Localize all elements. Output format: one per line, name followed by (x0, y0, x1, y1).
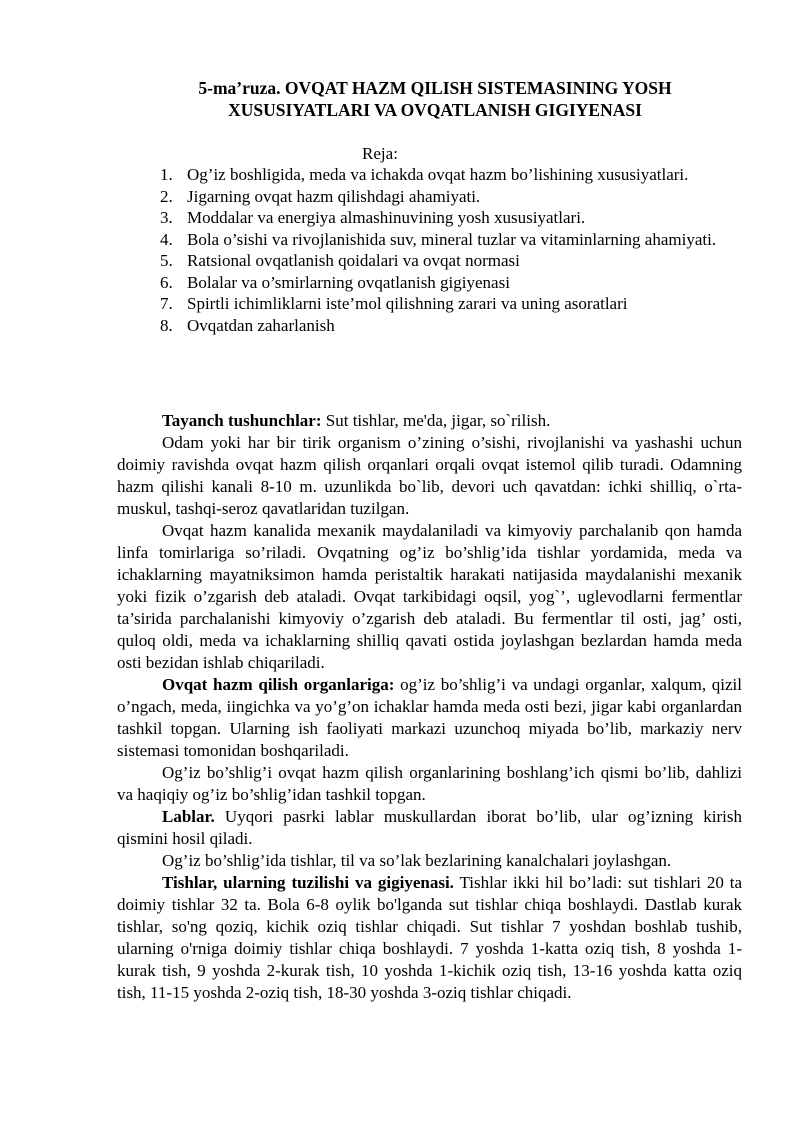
lips-label: Lablar. (162, 807, 215, 826)
plan-item-text: Spirtli ichimliklarni iste’mol qilishning zarari va uning asoratlari (187, 294, 628, 313)
plan-heading: Reja: (362, 144, 398, 163)
plan-item-text: Moddalar va energiya almashinuvining yosh xususiyatlari. (187, 208, 586, 227)
teeth-text: Tishlar ikki hil bo’ladi: sut tishlari 20 ta doimiy tishlar 32 ta. Bola 6-8 oylik bo'lganda sut tishlar chiqa boshlaydi. Dastlab kurak tishlar, so'ng qoziq, kichik oziq tishlar chiqadi. Sut tishlar 7 yoshdan boshlab tushib, ularning o'rniga doimiy tishlar chiqa boshlaydi. 7 yoshda 1-katta oziq tish, 8 yoshda 1-kurak tish, 9 yoshda 2-kurak tish, 10 yoshda 1-kichik oziq tish, 13-16 yoshda katta oziq tish, 11-15 yoshda 2-oziq tish, 18-30 yoshda 3-oziq tishlar chiqadi. (117, 873, 742, 1002)
paragraph-lips (117, 806, 742, 850)
key-terms-text: Sut tishlar, me'da, jigar, so`rilish. (321, 411, 551, 430)
lips-text: Uyqori pasrki lablar muskullardan iborat bo’lib, ular og’izning kirish qismini hosil qiladi. (117, 807, 742, 848)
plan-item-text: Ratsional ovqatlanish qoidalari va ovqat normasi (187, 251, 520, 270)
plan-item (160, 229, 742, 251)
plan-item-text: Ovqatdan zaharlanish (187, 315, 335, 335)
plan-item (160, 186, 742, 208)
teeth-label: Tishlar, ularning tuzilishi va gigiyenasi. (162, 873, 454, 892)
key-terms-paragraph (117, 410, 742, 432)
plan-item-number: 1. (160, 165, 173, 184)
plan-item (160, 272, 742, 294)
paragraph-digestion-process: Ovqat hazm kanalida mexanik maydalaniladi va kimyoviy parchalanib qon hamda linfa tomirlariga so’riladi. Ovqatning og’iz bo’shlig’ida tishlar yordamida, meda va ichaklarning mayatniksimon hamda peristaltik harakati natijasida maydalanishi mexanik yoki fizik o’zgarish deb ataladi. Ovqat tarkibidagi oqsil, yog`’, uglevodlarni fermentlar ta’sirida parchalanishi kimyoviy o’zgarish deb ataladi. Bu fermentlar til osti, jag’ osti, quloq oldi, meda va ichaklarning shilliq qavati ostida joylashgan bezlardan hamda meda osti bezidan ishlab chiqariladi. (117, 521, 742, 672)
title-line-2: XUSUSIYATLARI VA OVQATLANISH GIGIYENASI (228, 100, 642, 120)
lecture-title (150, 77, 720, 121)
plan-list (160, 164, 742, 336)
paragraph-oral-contents: Og’iz bo’shlig’ida tishlar, til va so’lak bezlarining kanalchalari joylashgan. (162, 851, 672, 870)
plan-item (160, 250, 742, 272)
plan-item-text: Jigarning ovqat hazm qilishdagi ahamiyati. (187, 186, 481, 206)
plan-item-text: Bolalar va o’smirlarning ovqatlanish gigiyenasi (187, 272, 510, 292)
digestive-organs-label: Ovqat hazm qilish organlariga: (162, 675, 395, 694)
paragraph-digestive-organs (117, 674, 742, 762)
plan-item-number: 8. (160, 315, 173, 335)
plan-item-number: 6. (160, 272, 173, 292)
plan-item (160, 207, 742, 229)
plan-item (160, 293, 742, 315)
paragraph-teeth (117, 872, 742, 1004)
digestive-organs-text: og’iz bo’shlig’i va undagi organlar, xalqum, qizil o’ngach, meda, iingichka va yo’g’on ichaklar hamda meda osti bezi, jigar kabi organlardan tashkil topgan. Ularning ish faoliyati markazi uzunchoq miyada bo’lib, markaziy nerv sistemasi tomonidan boshqariladi. (117, 675, 742, 760)
plan-item-number: 4. (160, 229, 173, 249)
plan-item-number: 7. (160, 294, 173, 313)
lecture-body (117, 410, 742, 1004)
paragraph-oral-cavity: Og’iz bo’shlig’i ovqat hazm qilish organlarining boshlang’ich qismi bo’lib, dahlizi va haqiqiy og’iz bo’shlig’idan tashkil topgan. (117, 763, 742, 804)
key-terms-label: Tayanch tushunchlar: (162, 411, 322, 430)
plan-item-number: 3. (160, 208, 173, 227)
plan-item-number: 5. (160, 251, 173, 270)
plan-item-text: Og’iz boshligida, meda va ichakda ovqat hazm bo’lishining xususiyatlari. (187, 165, 689, 184)
plan-item (160, 164, 742, 186)
plan-item-number: 2. (160, 186, 173, 206)
paragraph-intro: Odam yoki har bir tirik organism o’zining o’sishi, rivojlanishi va yashashi uchun doimiy ravishda ovqat hazm qilish orqanlari orqali ovqat istemol qilib turadi. Odamning hazm qilishi kanali 8-10 m. uzunlikda bo`lib, devori uch qavatdan: ichki shilliq, o`rta-muskul, tashqi-seroz qavatlaridan tuzilgan. (117, 433, 742, 518)
plan-item (160, 315, 742, 337)
title-line-1: 5-ma’ruza. OVQAT HAZM QILISH SISTEMASINING YOSH (198, 78, 672, 98)
plan-item-text: Bola o’sishi va rivojlanishida suv, mineral tuzlar va vitaminlarning ahamiyati. (187, 229, 717, 249)
